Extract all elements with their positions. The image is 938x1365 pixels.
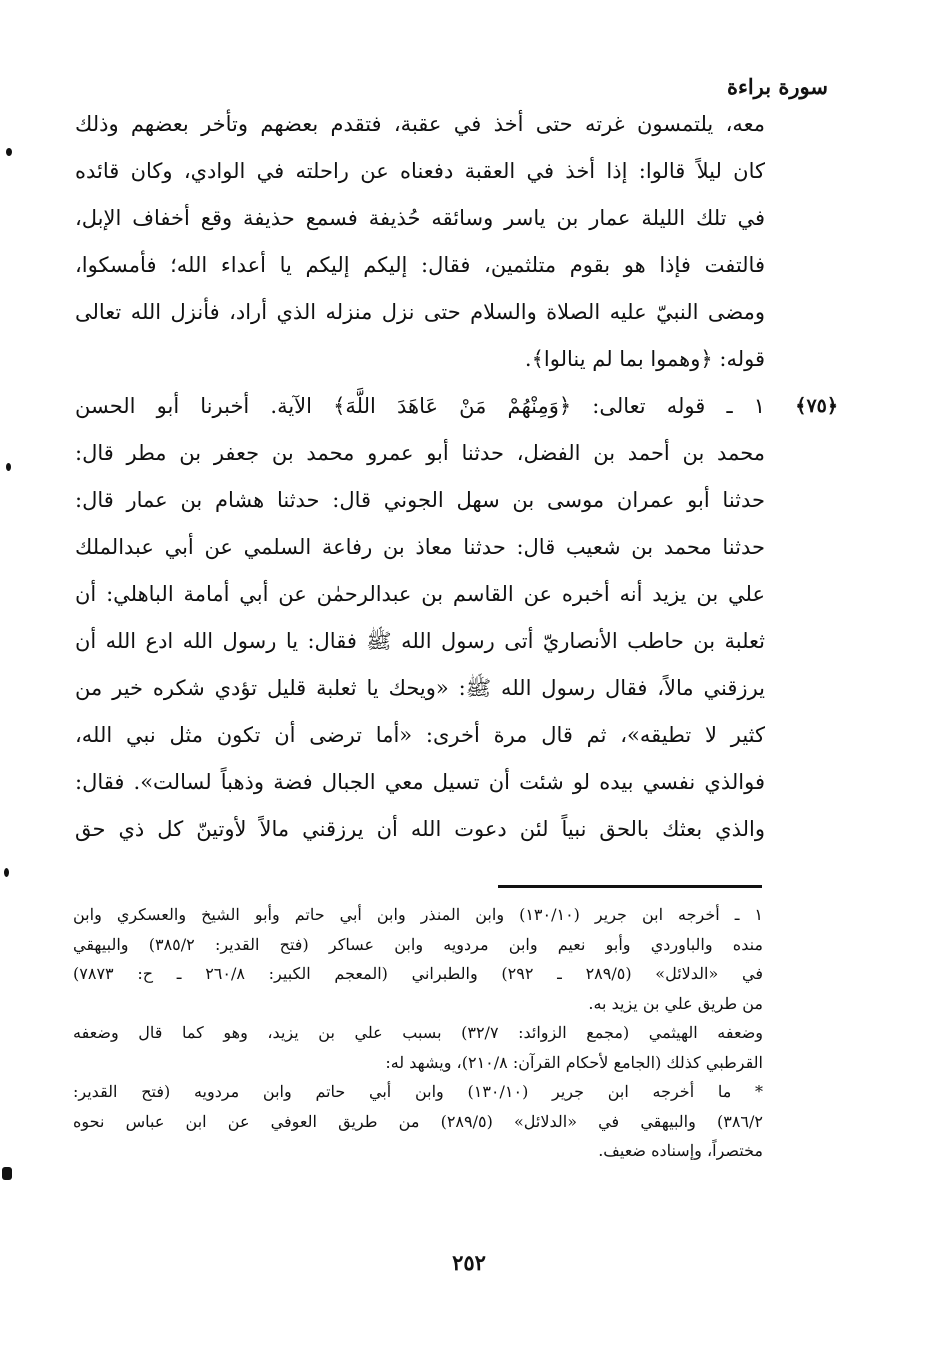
- text-line: كثير لا تطيقه»، ثم قال مرة أخرى: «أما ترضى أن تكون مثل نبي الله،: [75, 723, 765, 747]
- text-line: فالتفت فإذا هو بقوم متلثمين، فقال: إليكم إليكم يا أعداء الله؛ فأمسكوا،: [75, 253, 765, 277]
- footnotes: [73, 900, 763, 1166]
- verse-number-marker: ﴿٧٥﴾: [795, 395, 838, 417]
- footnote-line: في «الدلائل» (٢٨٩/٥ ـ ٢٩٢) والطبراني (المعجم الكبير: ٢٦٠/٨ ـ ح: ٧٨٧٣): [73, 964, 763, 983]
- footnote-line: مختصراً، وإسناده ضعيف.: [598, 1141, 763, 1160]
- footnote-line: من طريق علي بن يزيد به.: [588, 993, 763, 1013]
- footnote-line: * ما أخرجه ابن جرير (١٣٠/١٠) وابن أبي حاتم وابن مردويه (فتح القدير:: [73, 1082, 764, 1101]
- footnote-separator: [498, 885, 762, 888]
- footnote-line: وضعفه الهيثمي (مجمع الزوائد: ٣٢/٧) بسبب علي بن يزيد، وهو كما قال وضعفه: [73, 1023, 763, 1042]
- text-line: كان ليلاً قالوا: إذا أخذ في العقبة دفعناه عن راحلته في الوادي، وكان قائده: [75, 159, 765, 183]
- text-line: حدثنا محمد بن شعيب قال: حدثنا معاذ بن رفاعة السلمي عن أبي عبدالملك: [75, 535, 765, 559]
- text-line: علي بن يزيد أنه أخبره عن القاسم بن عبدالرحمٰن عن أبي أمامة الباهلي: أن: [75, 582, 765, 606]
- text-line: معه، يلتمسون غرته حتى أخذ في عقبة، فتقدم بعضهم وتأخر بعضهم وذلك: [75, 112, 765, 136]
- scan-edge-mark: [6, 148, 12, 156]
- page-number: ٢٥٢: [452, 1250, 486, 1275]
- scan-edge-mark: [2, 1167, 12, 1180]
- text-line: ومضى النبيّ عليه الصلاة والسلام حتى نزل منزله الذي أراد، فأنزل الله تعالى: [75, 300, 765, 324]
- text-line: محمد بن أحمد بن الفضل، حدثنا أبو عمرو محمد بن جعفر بن مطر قال:: [75, 441, 765, 465]
- footnote-line: القرطبي كذلك (الجامع لأحكام القرآن: ٢١٠/٨)، ويشهد له:: [385, 1052, 763, 1072]
- footnote-line: ١ ـ أخرجه ابن جرير (١٣٠/١٠) وابن المنذر وابن أبي حاتم وأبو الشيخ والعسكري وابن: [73, 905, 763, 924]
- text-line: ١ ـ قوله تعالى: ﴿وَمِنْهُمْ مَنْ عَاهَدَ اللَّهَ﴾ الآية. أخبرنا أبو الحسن: [75, 394, 765, 418]
- paragraph-continuation: [75, 101, 765, 383]
- text-line: والذي بعثك بالحق نبياً لئن دعوت الله أن يرزقني مالاً لأوتينّ كل ذي حق: [75, 817, 765, 841]
- text-line: يرزقني مالاً، فقال رسول الله ﷺ: «ويحك يا ثعلبة قليل تؤدي شكره خير من: [75, 676, 765, 700]
- text-line: حدثنا أبو عمران موسى بن سهل الجوني قال: حدثنا هشام بن عمار قال:: [75, 488, 765, 512]
- surah-header: سورة براءة: [726, 74, 828, 99]
- text-line: قوله: ﴿وهموا بما لم ينالوا﴾.: [524, 347, 765, 371]
- scan-edge-mark: [4, 868, 9, 877]
- text-line: فوالذي نفسي بيده لو شئت أن تسيل معي الجبال فضة وذهباً لسالت». فقال:: [75, 770, 765, 794]
- paragraph-verse-75: [75, 383, 765, 853]
- footnote-line: ٣٨٦/٢) والبيهقي في «الدلائل» (٢٨٩/٥) من طريق العوفي عن ابن عباس نحوه: [73, 1111, 763, 1131]
- text-line: في تلك الليلة عمار بن ياسر وسائقه حُذيفة فسمع حذيفة وقع أخفاف الإبل،: [75, 206, 765, 230]
- text-line: ثعلبة بن حاطب الأنصاريّ أتى رسول الله ﷺ فقال: يا رسول الله ادع الله أن: [75, 629, 765, 653]
- scan-edge-mark: [6, 463, 11, 471]
- footnote-line: منده والباوردي وأبو نعيم وابن مردويه وابن عساكر (فتح القدير: ٣٨٥/٢) والبيهقي: [73, 934, 763, 954]
